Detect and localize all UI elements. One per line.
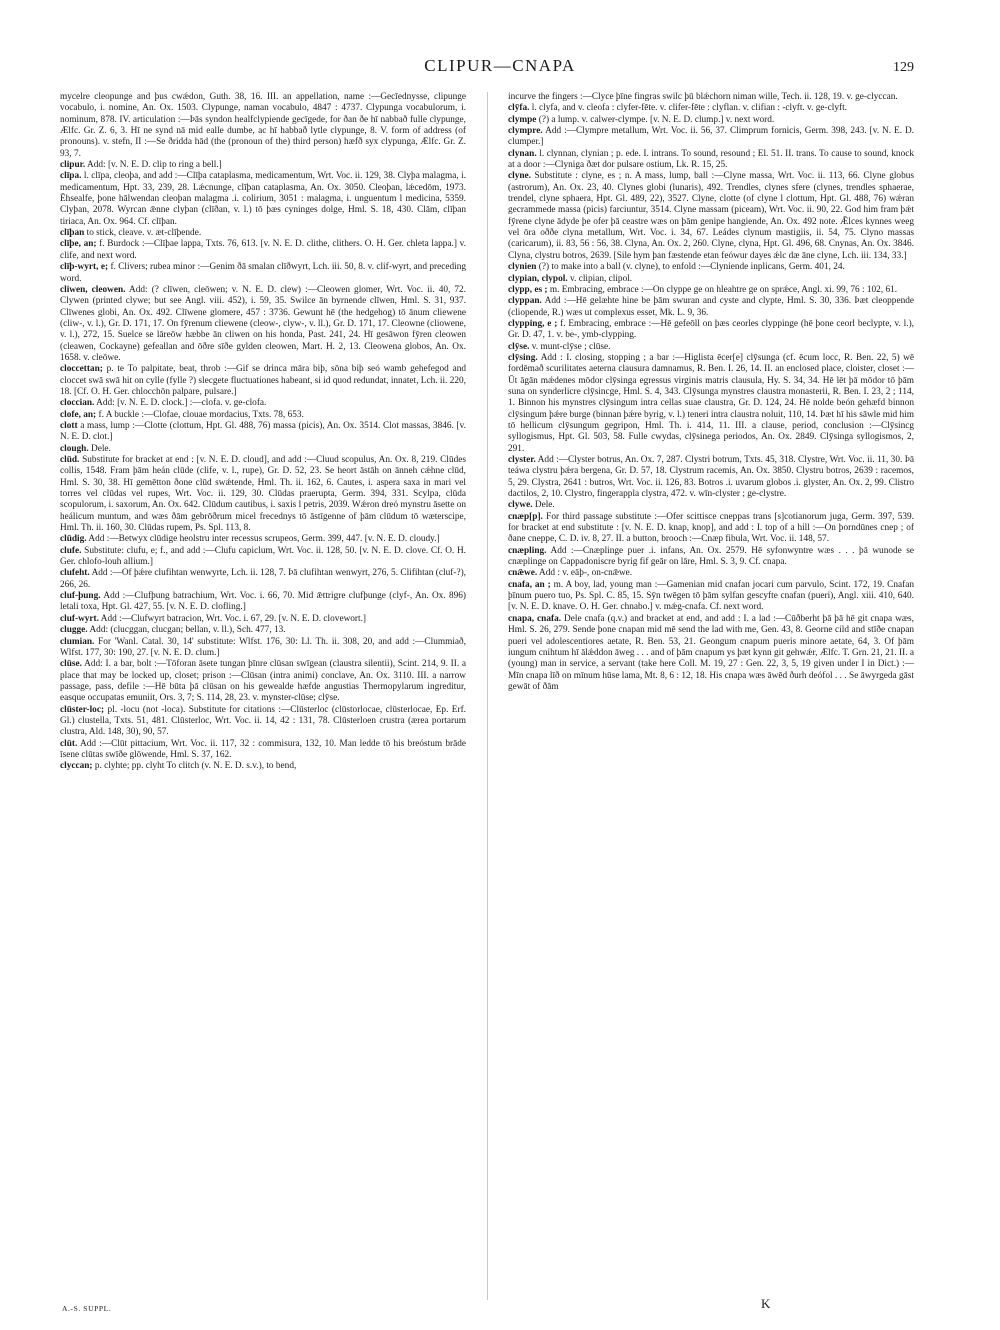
entry-headword: clȳfa. xyxy=(508,103,530,114)
entry-headword: clȳsing. xyxy=(508,352,538,363)
entry-headword: cnafa, an ; xyxy=(508,579,551,590)
entry-definition: Add: [v. N. E. D. clip to ring a bell.] xyxy=(87,160,222,171)
entry-headword: cnæp[p]. xyxy=(508,511,543,522)
entry-headword: clott xyxy=(60,420,78,431)
entry-definition: Substitute : clyne, es ; n. A mass, lump, ball :—Clyne massa, Wrt. Voc. ii. 113, 66. Clyne globus (astrorum), An. Ox. 23, 40. Clynes globi (lunaris), 492. Trendles, clynes sfere (clynes, trendles sphaerae, trendel, clyne sphaera, Hpt. Gl. 489, 22), 3527. Clyne, clotte (of clyne l clottum, Hpt. Gl. 488, 76) wǽran gecrammede massa (picis) farciuntur, 3514. Clyne massam (piceam), Wrt. Voc. ii. 90, 22. God him fram þǽt fȳrene clyne ādyde þe ofer þā ceastre wæs on þām genipe hangiende, An. Ox. 492 note. Ǣlces kynnes weeg vel ōra oððe clyna metallum, Wrt. Voc. i. 34, 67. Leádes clynum mastigiis, ii. 54, 75. Clyno massas (caricarum), ii. 83, 56 : 56, 38. Clyna, An. Ox. 2, 260. Clyne, clyna, Hpt. Gl. 496, 68. Cnynas, An. Ox. 3846. Clyna, clystru botros, 2639. [Sile hym þan fæstende etan feówur dayes ǽlc dæ āne clyne, Lch. iii. 134, 33.] xyxy=(508,171,914,261)
page-number: 129 xyxy=(893,60,914,75)
dictionary-entry xyxy=(60,546,466,569)
entry-definition: p. clyhte; pp. clyht To clitch (v. N. E. D. s.v.), to bend, xyxy=(94,761,297,772)
entry-headword: clyppan. xyxy=(508,296,542,307)
entry-headword: cnapa, cnafa. xyxy=(508,613,562,624)
entry-headword: clynien xyxy=(508,262,537,273)
entry-headword: clufe. xyxy=(60,545,82,556)
dictionary-entry xyxy=(508,580,914,614)
entry-definition: v. munt-clȳse ; clūse. xyxy=(531,341,611,352)
running-title: CLIPUR—CNAPA xyxy=(424,56,576,75)
dictionary-entry xyxy=(508,285,914,296)
entry-definition: For 'Wanl. Catal. 30, 14' substitute: Wlfst. 176, 30: Ll. Th. ii. 308, 20, and add :—Clummiað, Wlfst. 177, 30: 190, 27. [v. N. E. D. clum.] xyxy=(60,636,466,658)
entry-headword: cluf-þung. xyxy=(60,591,101,602)
dictionary-entry xyxy=(508,353,914,455)
dictionary-entry xyxy=(508,319,914,342)
dictionary-entry xyxy=(508,115,914,126)
entry-definition: (?) to make into a ball (v. clyne), to enfold :—Clyniende inplicans, Germ. 401, 24. xyxy=(538,262,845,273)
entry-headword: clīþ-wyrt, e; xyxy=(60,262,109,273)
entry-definition: f. Clivers; rubea minor :—Genim ðā smalan clīðwyrt, Lch. iii. 50, 8. v. clif-wyrt, and preceding word. xyxy=(60,262,466,284)
dictionary-entry xyxy=(60,92,466,160)
entry-headword: cnæpling. xyxy=(508,545,547,556)
entry-definition: Add : I. closing, stopping ; a bar :—Higlista ēcer[e] clȳsunga (cf. ēcum locc, R. Ben. 22, 5) wē fordēmað scurilitates aeterna clausura damnamus, R. Ben. I. 26, 14. II. an enclosed place, cloister, closet :—Ūt āgān mǽdenes mōdor clȳsinga egressus virginis matris clausula, Hy. S. 34, 34. Hē lēt þā mōdor tō þām suna on synderlicre clȳsincge, Hml. S. 4, 343. Clȳsunga mynstres claustra monasterii, R. Ben. I. 23, 2 ; 114, 1. Binnon his mynstres clȳsingum intra cellas suae claustra, Gr. D. 124, 24. Hē nolde beón gehæfd binnon clȳsingum þǽre burge (binnan þǽre byrig, v. l.) teneri intra claustra noluit, 110, 14. Þæt hī his sāwle mid him tō hellicum clȳsungum gegripon, Hml. Th. i. 414, 11. III. a clause, period, conclusion :—Clȳsincg syllogismus, Hpt. Gl. 503, 58. Fulle cwydas, clȳsinega periodos, An. Ox. 2849. Clȳsinga syllogismos, 2, 291. xyxy=(508,352,914,454)
entry-headword: cluf-wyrt. xyxy=(60,613,99,624)
dictionary-entry xyxy=(508,92,914,103)
entry-definition: Add :—Clufþung batrachium, Wrt. Voc. i. 66, 70. Mid ǣttrigre clufþunge (clyf-, An. Ox. 896) letali toxa, Hpt. Gl. 427, 55. [v. N. E. D. clofling.] xyxy=(60,591,466,613)
entry-headword: cliwen, cleowen. xyxy=(60,284,126,295)
dictionary-entry xyxy=(60,591,466,614)
dictionary-entry xyxy=(60,568,466,591)
column-divider xyxy=(487,92,488,1300)
entry-definition: f. A buckle :—Clofae, clouae mordacius, Txts. 78, 653. xyxy=(98,409,304,420)
dictionary-entry xyxy=(60,455,466,534)
dictionary-entry xyxy=(60,262,466,285)
dictionary-entry xyxy=(60,285,466,364)
dictionary-entry xyxy=(60,364,466,398)
entry-definition: p. te To palpitate, beat, throb :—Gif se drinca māra biþ, sōna biþ seó wamb gehefegod and cloccet swā swā hit on cylle (fylle ?) slecgete fluctuationes habeant, si id quod redundat, innatet, Lch. ii. 220, 18. [Cf. O. H. Ger. chlocchōn palpare, pulsare.] xyxy=(60,364,466,397)
entry-definition: Add: I. a bar, bolt :—Tōforan āsete tungan þīnre clūsan swīgean (claustra silentii), Scint. 214, 9. II. a place that may be locked up, closet; prison :—Clūsan (intra animi) conclave, An. Ox. 3110. III. a narrow passage, pass, defile :—Hē būta þā clūsan on his gewealde hæfde angustias Thermopylarum ingreditur, easque occupatas emuniit, Ors. 3, 7; S. 114, 28, 23. v. mynster-clūse; clȳse. xyxy=(60,659,466,704)
dictionary-entry xyxy=(60,761,466,772)
entry-headword: clīþan xyxy=(60,228,85,239)
dictionary-entry xyxy=(508,568,914,579)
entry-headword: clypping, e ; xyxy=(508,318,558,329)
dictionary-entry xyxy=(60,171,466,228)
right-column xyxy=(508,92,914,1300)
dictionary-entry xyxy=(60,444,466,455)
dictionary-entry xyxy=(60,228,466,239)
dictionary-entry xyxy=(508,500,914,511)
dictionary-entry xyxy=(508,546,914,569)
entry-definition: l. clyfa, and v. cleofa : clyfer-fēte. v. clifer-fēte : clyflan. v. clifian : -clyft. v. ge-clyft. xyxy=(531,103,847,114)
entry-headword: clypp, es ; xyxy=(508,284,548,295)
dictionary-entry xyxy=(60,637,466,660)
gathering-letter: K xyxy=(761,1296,771,1311)
dictionary-entry xyxy=(508,262,914,273)
entry-headword: cloccettan; xyxy=(60,364,103,375)
entry-definition: to stick, cleave. v. æt-clīþende. xyxy=(86,228,202,239)
entry-definition: Substitute for bracket at end : [v. N. E. D. cloud], and add :—Cluud scopulus, An. Ox. 8, 219. Clūdes collis, 1548. Fram þām heán clūde (clife, v. l., rupe), Gr. D. 52, 23. Se heort āstāh on ānneh cǽhne clūd, Hml. S. 30, 38. Hī gemētton ðone clūd swǽtende, Hml. Th. ii. 162, 6. Cautes, i. aspera saxa in mari vel torres vel clūdas vel rupes, Wrt. Voc. ii. 129, 30. Clūdas praerupta, Germ. 394, 331. Scylpa, clūda scopulorum, i. saxorum, An. Ox. 642. Clūdum cautibus, i. saxis l petris, 2039. Wǽron dreó mynstru āsette on heálicum muntum, and wæs ðām gebrōðrum micel frecednys tō āstīgenne of þām clūdum tō wæterscipe, Hml. Th. ii. 160, 30. Clūdas rupem, Ps. Spl. 113, 8. xyxy=(60,455,466,534)
entry-definition: Add :—Cnæplinge puer .i. infans, An. Ox. 2579. Hē syfonwyntre wæs . . . þā wunode se cnæplinge on Cappadoniscre byrig fif geār on lāre, Hml. S. 3, 9. Cf. cnapa. xyxy=(508,545,914,568)
entry-headword: clough. xyxy=(60,443,89,454)
entry-definition: m. Embracing, embrace :—On clyppe ge on hleahtre ge on sprǽce, Angl. xi. 99, 76 : 102, 61. xyxy=(549,284,898,295)
entry-headword: clyccan; xyxy=(60,761,93,772)
entry-definition: Dele cnafa (q.v.) and bracket at end, and add : I. a lad :—Cūðberht þā þā hē git cnapa wæs, Hml. S. 26, 279. Sende þone cnapan mid mē send the lad with me, Gen. 43, 8. Georne cild and stīðe cnapan pueri vel adolescentiores aetate, R. Ben. 53, 21. Geongum cnapum pueris minore aetate, 64, 3. Of þām iungum cnihtum hī ālǽddon āweg . . . and of þām cnapum ys þæt kynn git gehwǽr, Ælfc. T. Grn. 21, 21. II. a (young) man in service, a servant (take here Coll. M. 19, 27 : Gen. 22, 3, 5, 19 given under I in Dict.) :—Mīn cnapa līð on mīnum hūse lama, Mt. 8, 6 : 12, 18. His cnapa wæs āwēd ðurh deófol . . . Se āwyrgeda gāst gewāt of ðām xyxy=(508,613,914,692)
dictionary-entry xyxy=(60,534,466,545)
entry-definition: Add :—Betwyx clūdige heolstru inter recessus scrupeos, Germ. 399, 447. [v. N. E. D. cloudy.] xyxy=(88,534,440,545)
entry-headword: clynan. xyxy=(508,148,537,159)
dictionary-entry xyxy=(508,171,914,262)
entry-headword: clipur. xyxy=(60,160,86,171)
entry-headword: clumian. xyxy=(60,636,95,647)
dictionary-entry xyxy=(508,296,914,319)
dictionary-entry xyxy=(508,103,914,114)
entry-definition: Add :—Clyster botrus, An. Ox. 7, 287. Clystri botrum, Txts. 45, 318. Clystre, Wrt. Voc. ii. 11, 30. Þā teáwa clystru þǽra bergena, Gr. D. 57, 18. Clystrum racemis, An. Ox. 3850. Clystru botros, 2639 : racemos, 5, 29. Clystra, 2641 : butros, Wrt. Voc. ii. 126, 83. Botros .i. uvarum globos .i. glyster, An. Ox. 2, 99. Clistro dactilos, 2, 10. Clystro, fingerappla clystra, 472. v. wīn-clyster ; ge-clystre. xyxy=(508,455,914,500)
dictionary-entry xyxy=(60,625,466,636)
entry-definition: Add :—Clūt pittacium, Wrt. Voc. ii. 117, 32 : commisura, 132, 10. Man ledde tō his breóstum brāde īsene clūtas swīðe glōwende, Hml. S. 37, 162. xyxy=(60,738,466,760)
entry-headword: clympe xyxy=(508,114,537,125)
entry-headword: clūt. xyxy=(60,738,78,749)
entry-definition: Add: (? clīwen, cleōwen; v. N. E. D. clew) :—Cleowen glomer, Wrt. Voc. ii. 40, 72. Clywen (printed clywe; but see Angl. viii. 452), i. 59, 35. Swilce ān byrnende clīwen, Hml. S. 31, 937. Clīwenes globi, An. Ox. 492. Clīwene glomere, 457 : 3736. Gewunt hē (the hedgehog) tō ānum cliewene (cliw-, v. l.), Gr. D. 171, 17. On fȳrenum cliewene (cleow-, clyw-, v. ll.), Gr. D. 171, 17. Cleowne (cliowene, v. l.), 272, 15. Suelce se lāreōw hæbbe ān cliwen on his honda, Past. 241, 24. Hī gesāwon fȳren cleowen (cleawen, Cockayne) gefeallan and ōðre sīðe gylden cleowen, Mart. H. 2, 13. Cleowena globos, An. Ox. 1658. v. cleōwe. xyxy=(60,284,466,363)
entry-definition: For third passage substitute :—Ofer scittisce cneppas trans [s]cotianorum juga, Germ. 397, 539. for bracket at end substitute : [v. N. E. D. knap, knop], and add : I. top of a hill :—On þorndūnes cnep ; of ðane cneppe, C. D. iv. 8, 27. II. a button, brooch :—Cnæp fibula, Wrt. Voc. ii. 148, 57. xyxy=(508,511,914,545)
entry-headword: clūd. xyxy=(60,455,80,465)
entry-definition: m. A boy, lad, young man :—Gamenian mid cnafan jocari cum parvulo, Scint. 172, 19. Cnafan þīnum puero tuo, Ps. Spl. C. 85, 15. Sȳn twēgen tō þām sylfan gescyfte cnafan (pueri), Angl. xiii. 410, 640. [v. N. E. D. knave. O. H. Ger. chnabo.] v. mǽg-cnafa. Cf. next word. xyxy=(508,579,914,613)
dictionary-entry xyxy=(60,410,466,421)
entry-definition: Substitute: clufu, e; f., and add :—Clufu capiclum, Wrt. Voc. ii. 128, 50. [v. N. E. D. clove. Cf. O. H. Ger. chlofo-louh allium.] xyxy=(60,545,466,568)
left-column xyxy=(60,92,466,1300)
entry-definition: a mass, lump :—Clotte (clottum, Hpt. Gl. 488, 76) massa (picis), An. Ox. 3514. Clot massas, 3846. [v. N. E. D. clot.] xyxy=(60,420,466,443)
entry-definition: Add: (clucggan, clucgan; bellan, v. ll.), Sch. 477, 13. xyxy=(89,625,286,636)
dictionary-entry xyxy=(508,274,914,285)
entry-headword: clofe, an; xyxy=(60,409,97,420)
entry-headword: cnǣwe. xyxy=(508,568,538,579)
entry-headword: clywe. xyxy=(508,500,533,511)
entry-definition: Dele. xyxy=(91,443,111,454)
entry-headword: clypian, clypol. xyxy=(508,273,568,284)
entry-headword: clūdig. xyxy=(60,534,87,545)
entry-definition: Add :—Clufwyrt batracion, Wrt. Voc. i. 67, 29. [v. N. E. D. clovewort.] xyxy=(100,613,367,624)
entry-definition: (?) a lump. v. calwer-clympe. [v. N. E. D. clump.] v. next word. xyxy=(538,114,775,125)
entry-headword: clīpa. xyxy=(60,171,82,182)
entry-definition: l. clynnan, clynian ; p. ede. I. intrans. To sound, resound ; El. 51. II. trans. To cause to sound, knock at a door :—Clyniga ðæt dor pulsare ostium, Lk. R. 15, 25. xyxy=(508,148,914,171)
entry-definition: Add: [v. N. E. D. clock.] :—clofa. v. ge-clofa. xyxy=(96,398,267,409)
entry-headword: clufeht. xyxy=(60,568,90,579)
entry-headword: clȳse. xyxy=(508,341,530,352)
entry-definition: v. clipian, clipol. xyxy=(570,273,633,284)
dictionary-entry xyxy=(508,342,914,353)
entry-definition: Add : v. eāþ-, on-cnǣwe. xyxy=(539,568,633,579)
entry-definition: pl. -locu (not -loca). Substitute for citations :—Clūsterloc (clūstorlocae, clūsterlocae, Ep. Erf. Gl.) clustella, Txts. 51, 481. Clūsterloc, Wrt. Voc. ii. 14, 42 : 131, 78. Clūsterloen crustra (ærea portarum clustra, Ald. 148, 30), 90, 57. xyxy=(60,704,466,738)
entry-headword: clūse. xyxy=(60,659,82,670)
dictionary-entry xyxy=(60,398,466,409)
dictionary-entry xyxy=(60,659,466,704)
dictionary-entry xyxy=(60,705,466,739)
signature-mark: A.-S. SUPPL. xyxy=(62,1304,112,1313)
dictionary-entry xyxy=(60,421,466,444)
entry-headword: cloccian. xyxy=(60,398,95,409)
entry-headword: clyster. xyxy=(508,455,536,465)
entry-definition: Add :—Of þǽre clufihtan wenwyrte, Lch. ii. 128, 7. Þā clufihtan wenwyrt, 276, 5. Clifihtan (cluf-?), 266, 26. xyxy=(60,568,466,590)
entry-definition: Add :—Hē gelæhte hine be þām swuran and cyste and clypte, Hml. S. 30, 336. Þæt cleoppende (cliopende, R.) wæs ut complexus esset, Mk. L. 9, 36. xyxy=(508,296,914,318)
dictionary-entry xyxy=(60,239,466,262)
entry-definition: l. clīpa, cleoþa, and add :—Clīþa cataplasma, medicamentum, Wrt. Voc. ii. 129, 38. Clyþa malagma, i. medicamentum, Hpt. 33, 239, 28. Lǽcnunge, clīþan cataplasma, An. Ox. 3050. Cleoþan, lǽcedōm, 1973. Ēhsealfe, þone hālwendan cleoþan malagma .i. colirium, 3051 : malagma, i. unguentum l medicina, 5359. Clyþan, 2078. Wyrcan ǣnne clyþan (clīðan, v. l.) tō þæs cyninges dolge, Hml. S. 18, 430. Clām, clīþan tiriaca, An. Ox. 964. Cf. clīþan. xyxy=(60,171,466,227)
entry-headword: clūster-loc; xyxy=(60,704,105,715)
dictionary-entry xyxy=(508,126,914,149)
entry-headword: clīþe, an; xyxy=(60,239,97,250)
entry-definition: Dele. xyxy=(534,500,555,511)
entry-definition: mycelre cleopunge and þus cwǽdon, Guth. 38, 16. III. an appellation, name :—Gecīednysse, clipunge vocabulo, i. nomine, An. Ox. 1503. Clypunge, naman vocabulo, 4847 : 4737. Clypunga vocabulorum, i. nominum, 878. IV. articulation :—Þās syndon healfclypiende gecīgede, for ðan ðe hī nabbað fulle clypunge, Ælfc. Gr. Z. 6, 3. Hī ne synd nā mid ealle dumbe, ac hī habbað lytle clypunge, 8. V. form of address (of pronouns). v. stefn, II :—Se ðridda hād (the (pronoun of the) third person) hæfð syx clypunga, Ælfc. Gr. Z. 93, 7. xyxy=(60,92,466,159)
dictionary-entry xyxy=(508,455,914,500)
entry-definition: f. Embracing, embrace :—Hē gefeōll on þæs ceorles clyppinge (hē þone ceorl beclypte, v. l.), Gr. D. 47, 1. v. be-, ymb-clypping. xyxy=(508,318,914,341)
dictionary-entry xyxy=(60,160,466,171)
entry-definition: f. Burdock :—Clīþae lappa, Txts. 76, 613. [v. N. E. D. clithe, clithers. O. H. Ger. chleta lappa.] v. clife, and next word. xyxy=(60,239,466,261)
dictionary-entry xyxy=(60,739,466,762)
entry-headword: clugge. xyxy=(60,625,88,636)
entry-headword: clyne. xyxy=(508,171,531,182)
dictionary-entry xyxy=(508,149,914,172)
entry-definition: Add :—Clympre metallum, Wrt. Voc. ii. 56, 37. Climprum fornicis, Germ. 398, 243. [v. N. E. D. clumper.] xyxy=(508,126,914,148)
entry-definition: incurve the fingers :—Clyce þīne fingras swilc þū blǽchorn niman wille, Tech. ii. 128, 19. v. ge-clyccan. xyxy=(508,92,898,102)
dictionary-entry xyxy=(508,614,914,693)
dictionary-entry xyxy=(60,614,466,625)
dictionary-entry xyxy=(508,512,914,546)
entry-headword: clympre. xyxy=(508,126,543,137)
